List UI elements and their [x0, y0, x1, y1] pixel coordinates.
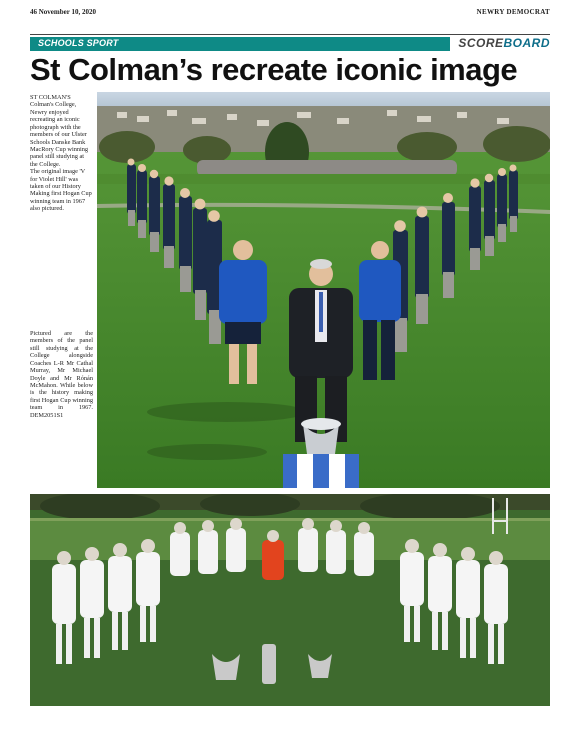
section-bar [30, 37, 450, 51]
story-intro: ST COLMAN'S Colman's College, Newry enjoyed recreating an iconic photograph with the members of our Ulster Schools Danske Bank MacRory Cup winning panel still studying at the College. [30, 94, 89, 168]
caption-text: Pictured are the members of the panel still studying at the College alongside Coaches L-R Mr Cathal Murray, Mr Michael Doyle and Mr Rónán McMahon. While below is the history making first Hogan Cup winning team in 1967. DEM2051S1 [30, 330, 93, 419]
photo-caption [30, 330, 93, 419]
story-detail: The original image 'V for Violet Hill' was taken of our History Making first Hogan Cup winning team in 1967 also pictured. [30, 168, 92, 213]
paper-name: NEWRY DEMOCRAT [476, 8, 550, 16]
logo-part-board: BOARD [503, 36, 550, 50]
photo-1967-team [30, 494, 550, 706]
photo-students-v-formation [97, 92, 550, 488]
story-column [30, 94, 93, 213]
header-rule [30, 34, 550, 35]
scoreboard-logo [458, 36, 550, 50]
section-label: SCHOOLS SPORT [38, 38, 119, 48]
page-date: 46 November 10, 2020 [30, 8, 96, 16]
headline: St Colman’s recreate iconic image [30, 52, 518, 87]
folio [30, 8, 550, 20]
logo-part-score: SCORE [458, 36, 504, 50]
